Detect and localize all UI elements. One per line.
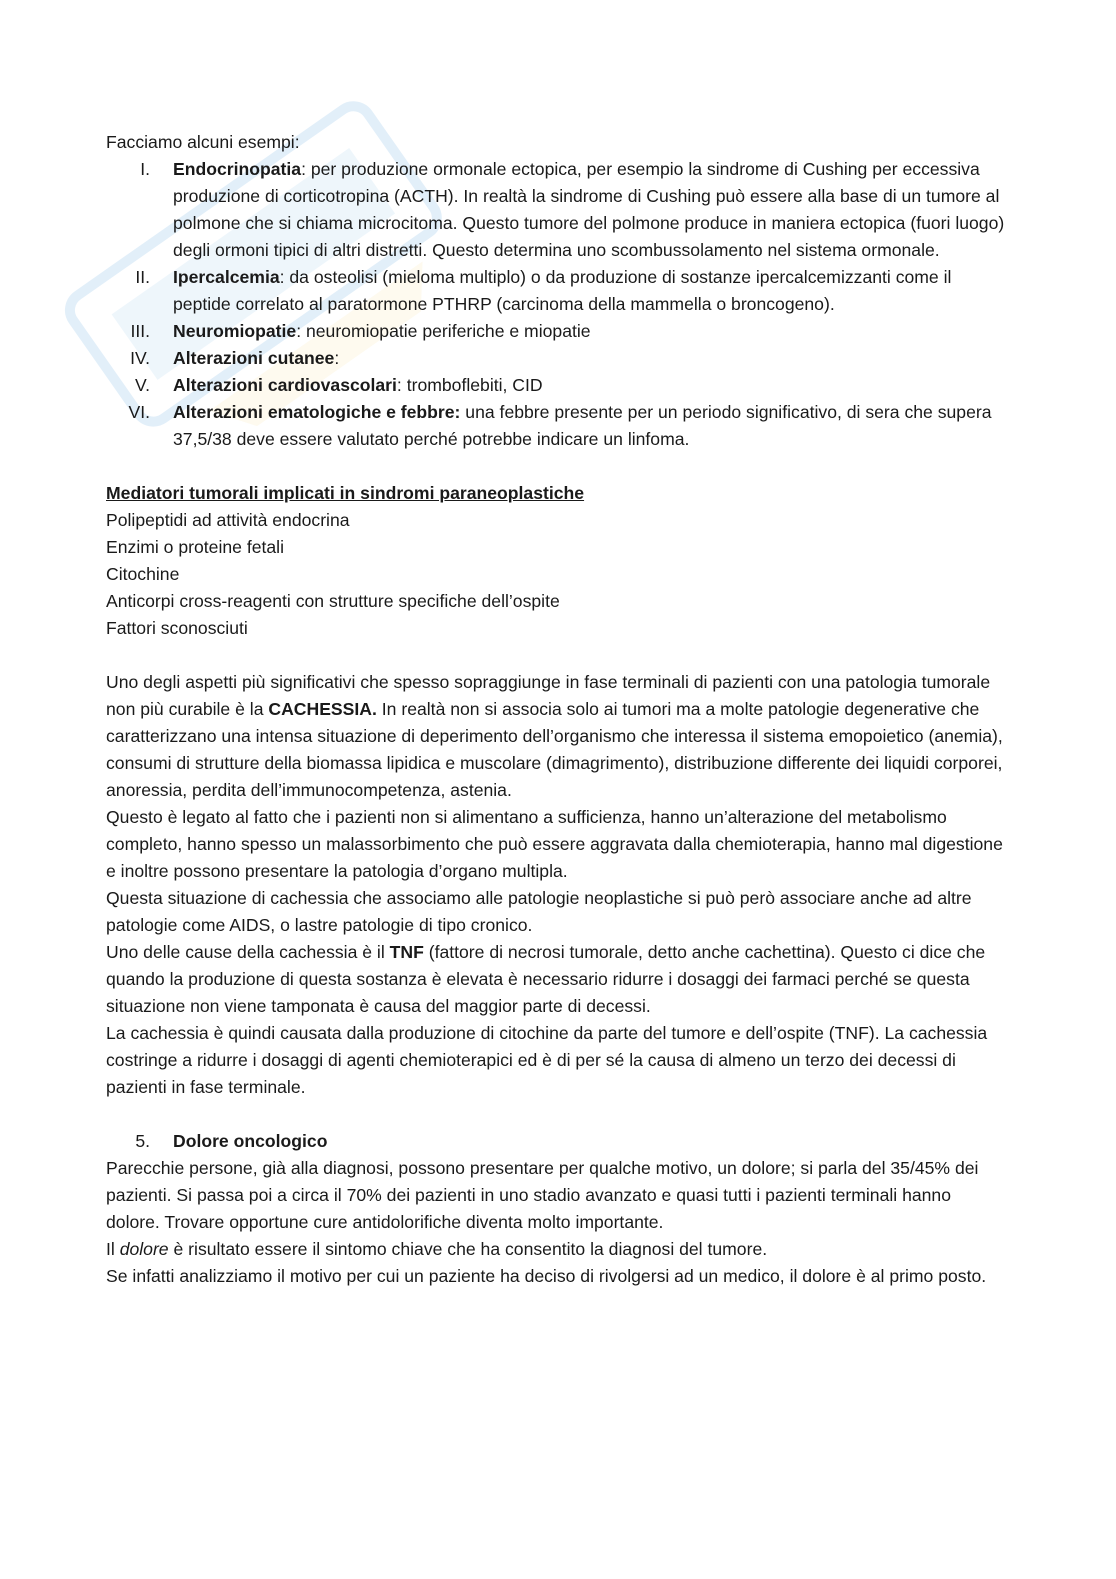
mediators-heading: Mediatori tumorali implicati in sindromi paraneoplastiche [106, 483, 585, 503]
list-item: II. Ipercalcemia: da osteolisi (mieloma multiplo) o da produzione di sostanze ipercalcemizzanti come il peptide correlato al paratormone PTHRP (carcinoma della mammella o broncogeno). [135, 267, 952, 314]
cachexia-paragraph: Questa situazione di cachessia che associamo alle patologie neoplastiche si può però associare anche ad altre patologie come AIDS, o lastre patologie di tipo cronico. [106, 888, 972, 935]
mediator-item: Polipeptidi ad attività endocrina [106, 510, 350, 530]
intro-text: Facciamo alcuni esempi: [106, 132, 300, 152]
cachexia-paragraph: La cachessia è quindi causata dalla produzione di citochine da parte del tumore e dell’ospite (TNF). La cachessia costringe a ridurre i dosaggi di agenti chemioterapici ed è di per sé la causa di almeno un terzo dei decessi di pazienti in fase terminale. [106, 1023, 988, 1097]
list-item: III. Neuromiopatie: neuromiopatie periferiche e miopatie [130, 321, 591, 341]
cachexia-paragraph: Questo è legato al fatto che i pazienti non si alimentano a sufficienza, hanno un’alterazione del metabolismo completo, hanno spesso un malassorbimento che può essere aggravata dalla chemioterapia, hanno mal digestione e inoltre possono presentare la patologia d’organo multipla. [106, 807, 1003, 881]
list-item: V. Alterazioni cardiovascolari: tromboflebiti, CID [134, 375, 543, 395]
mediator-item: Anticorpi cross-reagenti con strutture specifiche dell’ospite [106, 591, 560, 611]
syndrome-list [106, 156, 1006, 453]
mediator-item: Citochine [106, 564, 180, 584]
list-item: VI. Alterazioni ematologiche e febbre: una febbre presente per un periodo significativo, di sera che supera 37,5/38 deve essere valutato perché potrebbe indicare un linfoma. [128, 402, 992, 449]
document-body [106, 129, 1006, 1290]
mediator-item: Enzimi o proteine fetali [106, 537, 284, 557]
list-item: I. Endocrinopatia: per produzione ormonale ectopica, per esempio la sindrome di Cushing per eccessiva produzione di corticotropina (ACTH). In realtà la sindrome di Cushing può essere alla base di un tumore al polmone che si chiama microcitoma. Questo tumore del polmone produce in maniera ectopica (fuori luogo) degli ormoni tipici di altri distretti. Questo determina uno scombussolamento nel sistema ormonale. [140, 159, 1005, 260]
cachexia-paragraph: Uno delle cause della cachessia è il TNF (fattore di necrosi tumorale, detto anche cachettina). Questo ci dice che quando la produzione di questa sostanza è elevata è necessario ridurre i dosaggi dei farmaci perché se questa situazione non viene tamponata è causa del maggior parte di decessi. [106, 942, 986, 1016]
pain-heading: 5. Dolore oncologico [135, 1131, 328, 1151]
pain-paragraph: Parecchie persone, già alla diagnosi, possono presentare per qualche motivo, un dolore; si parla del 35/45% dei pazienti. Si passa poi a circa il 70% dei pazienti in uno stadio avanzato e quasi tutti i pazienti terminali hanno dolore. Trovare opportune cure antidolorifiche diventa molto importante. [106, 1158, 979, 1232]
list-item: IV. Alterazioni cutanee: [130, 348, 340, 368]
mediator-item: Fattori sconosciuti [106, 618, 248, 638]
cachexia-paragraph: Uno degli aspetti più significativi che spesso sopraggiunge in fase terminali di pazienti con una patologia tumorale non più curabile è la CACHESSIA. In realtà non si associa solo ai tumori ma a molte patologie degenerative che caratterizzano una intensa situazione di deperimento dell’organismo che interessa il sistema emopoietico (anemia), consumi di strutture della biomassa lipidica e muscolare (dimagrimento), distribuzione differente dei liquidi corporei, anoressia, perdita dell’immunocompetenza, astenia. [106, 672, 1003, 800]
pain-paragraph: Se infatti analizziamo il motivo per cui un paziente ha deciso di rivolgersi ad un medico, il dolore è al primo posto. [106, 1266, 987, 1286]
pain-paragraph: Il dolore è risultato essere il sintomo chiave che ha consentito la diagnosi del tumore. [106, 1239, 768, 1259]
